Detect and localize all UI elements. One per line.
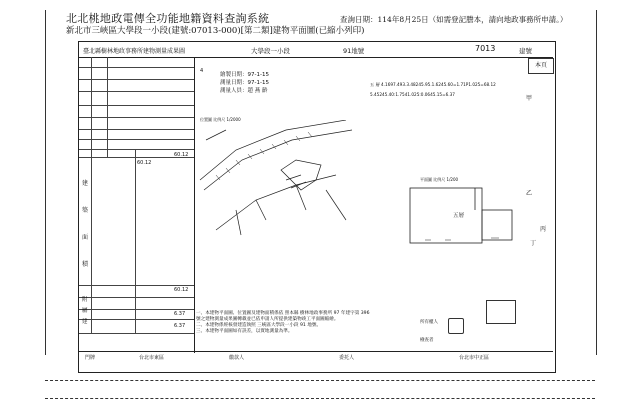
attach-label-3: 建 [82, 319, 88, 325]
footer-cell-2: 台北市東區 [139, 355, 165, 361]
left-label-1: 建 [82, 180, 89, 187]
footer-row [79, 351, 553, 362]
section-name: 大學段一小段 [251, 47, 290, 55]
left-label-group [82, 170, 88, 278]
floor-area-value-right: 60.12 [174, 152, 189, 158]
footer-notes [196, 311, 456, 335]
footer-note-1: 一、本建物平面圖、位置圖及建物面積係依 照本縣 樹林地政事務所 97 年建字第 396 [196, 311, 370, 316]
attach-label-1: 附 [82, 297, 88, 303]
location-map-label: 位置圖 比例尺 1/2000 [200, 117, 241, 122]
page-title: 北北桃地政電傳全功能地籍資料查詢系統 [66, 12, 270, 25]
left-label-3: 面 [82, 234, 89, 241]
floor-plan-label: 平面圖 比例尺 1/200 [420, 177, 459, 182]
survey-calc-1: 五 層 4.1697.493.3.48245.95.1.6245.60=1.71P1.025=68.12 [370, 82, 496, 87]
floor-balcony-rect [482, 210, 512, 240]
location-map [196, 120, 356, 240]
form-title-bar [79, 44, 553, 58]
sheet-page-mark: 4 [200, 68, 204, 74]
survey-calc-block [370, 80, 496, 100]
query-date: 查詢日期：114年8月25日（如需登記謄本，請向地政事務所申請。） [340, 15, 568, 24]
owner-label: 所有權人 [420, 320, 438, 325]
footer-cell-5: 台北市中正區 [459, 355, 490, 361]
left-label-4: 積 [82, 261, 89, 268]
side-label-c: 丙 [540, 226, 547, 233]
official-seal [486, 300, 516, 324]
attach-area-total: 6.37 [174, 311, 186, 317]
side-label-a: 甲 [526, 95, 533, 102]
lot-line [216, 175, 336, 230]
page-subtitle: 新北市三峽區大學段一小段(建號:07013-000)[第二類]建物平面圖(已縮小列印) [66, 26, 365, 36]
attach-label-group [82, 295, 88, 328]
office-title: 臺北縣樹林地政事務所建物測量成果圖 [83, 48, 186, 55]
checker-label: 檢查者 [420, 338, 434, 343]
survey-info-block [220, 71, 269, 95]
floor-area-total: 60.12 [174, 287, 189, 293]
floor-main-rect [410, 188, 482, 243]
building-number: 7013 [475, 44, 496, 53]
footer-cell-4: 委托人 [339, 355, 355, 361]
surveyor: 測量人員：趙 燕 齡 [220, 88, 268, 94]
road-line-2 [204, 130, 352, 190]
floor-plan [405, 180, 540, 250]
lot-number: 91地號 [343, 47, 365, 55]
footer-note-2: 號之建物測量成果圖轉載並已依申請人所提供建築物竣工平面圖縮繪。 [196, 317, 339, 322]
side-label-b: 乙 [526, 190, 533, 197]
lot-line-2 [256, 200, 266, 220]
footer-cell-1: 門牌 [85, 355, 96, 361]
attach-label-2: 屬 [82, 308, 88, 314]
building-number-label: 建號 [519, 47, 532, 55]
side-label-d: 丁 [530, 240, 537, 247]
road-line [200, 120, 346, 180]
personal-seal [448, 318, 464, 334]
footer-note-4: 三、本建物平面圖如有誤差，以實地測量為準。 [196, 329, 293, 334]
floor-area-value: 60.12 [137, 160, 152, 166]
survey-date: 測量日期：97-1-15 [220, 80, 269, 86]
bottom-dashed-line-2 [45, 398, 595, 399]
boundary-line-2 [236, 210, 241, 235]
bottom-dashed-line [45, 380, 595, 381]
floor-label: 五層 [453, 213, 465, 219]
boundary-line-3 [326, 190, 346, 220]
survey-calc-2: 5.45245.40:1.7541.025:0.0645.15=6.37 [370, 92, 455, 97]
attach-area-total-2: 6.37 [174, 323, 186, 329]
footer-cell-3: 繳款人 [229, 355, 245, 361]
draw-date: 繪製日期：97-1-15 [220, 72, 269, 78]
lot-line-3 [296, 185, 306, 210]
sheet-box: 本頁 [528, 58, 554, 74]
footer-note-3: 二、本建物係經核發建造執照 三峽區大學段一小段 91 地號。 [196, 323, 322, 328]
info-column [79, 57, 195, 353]
boundary-line [206, 130, 226, 140]
left-label-2: 築 [82, 207, 89, 214]
